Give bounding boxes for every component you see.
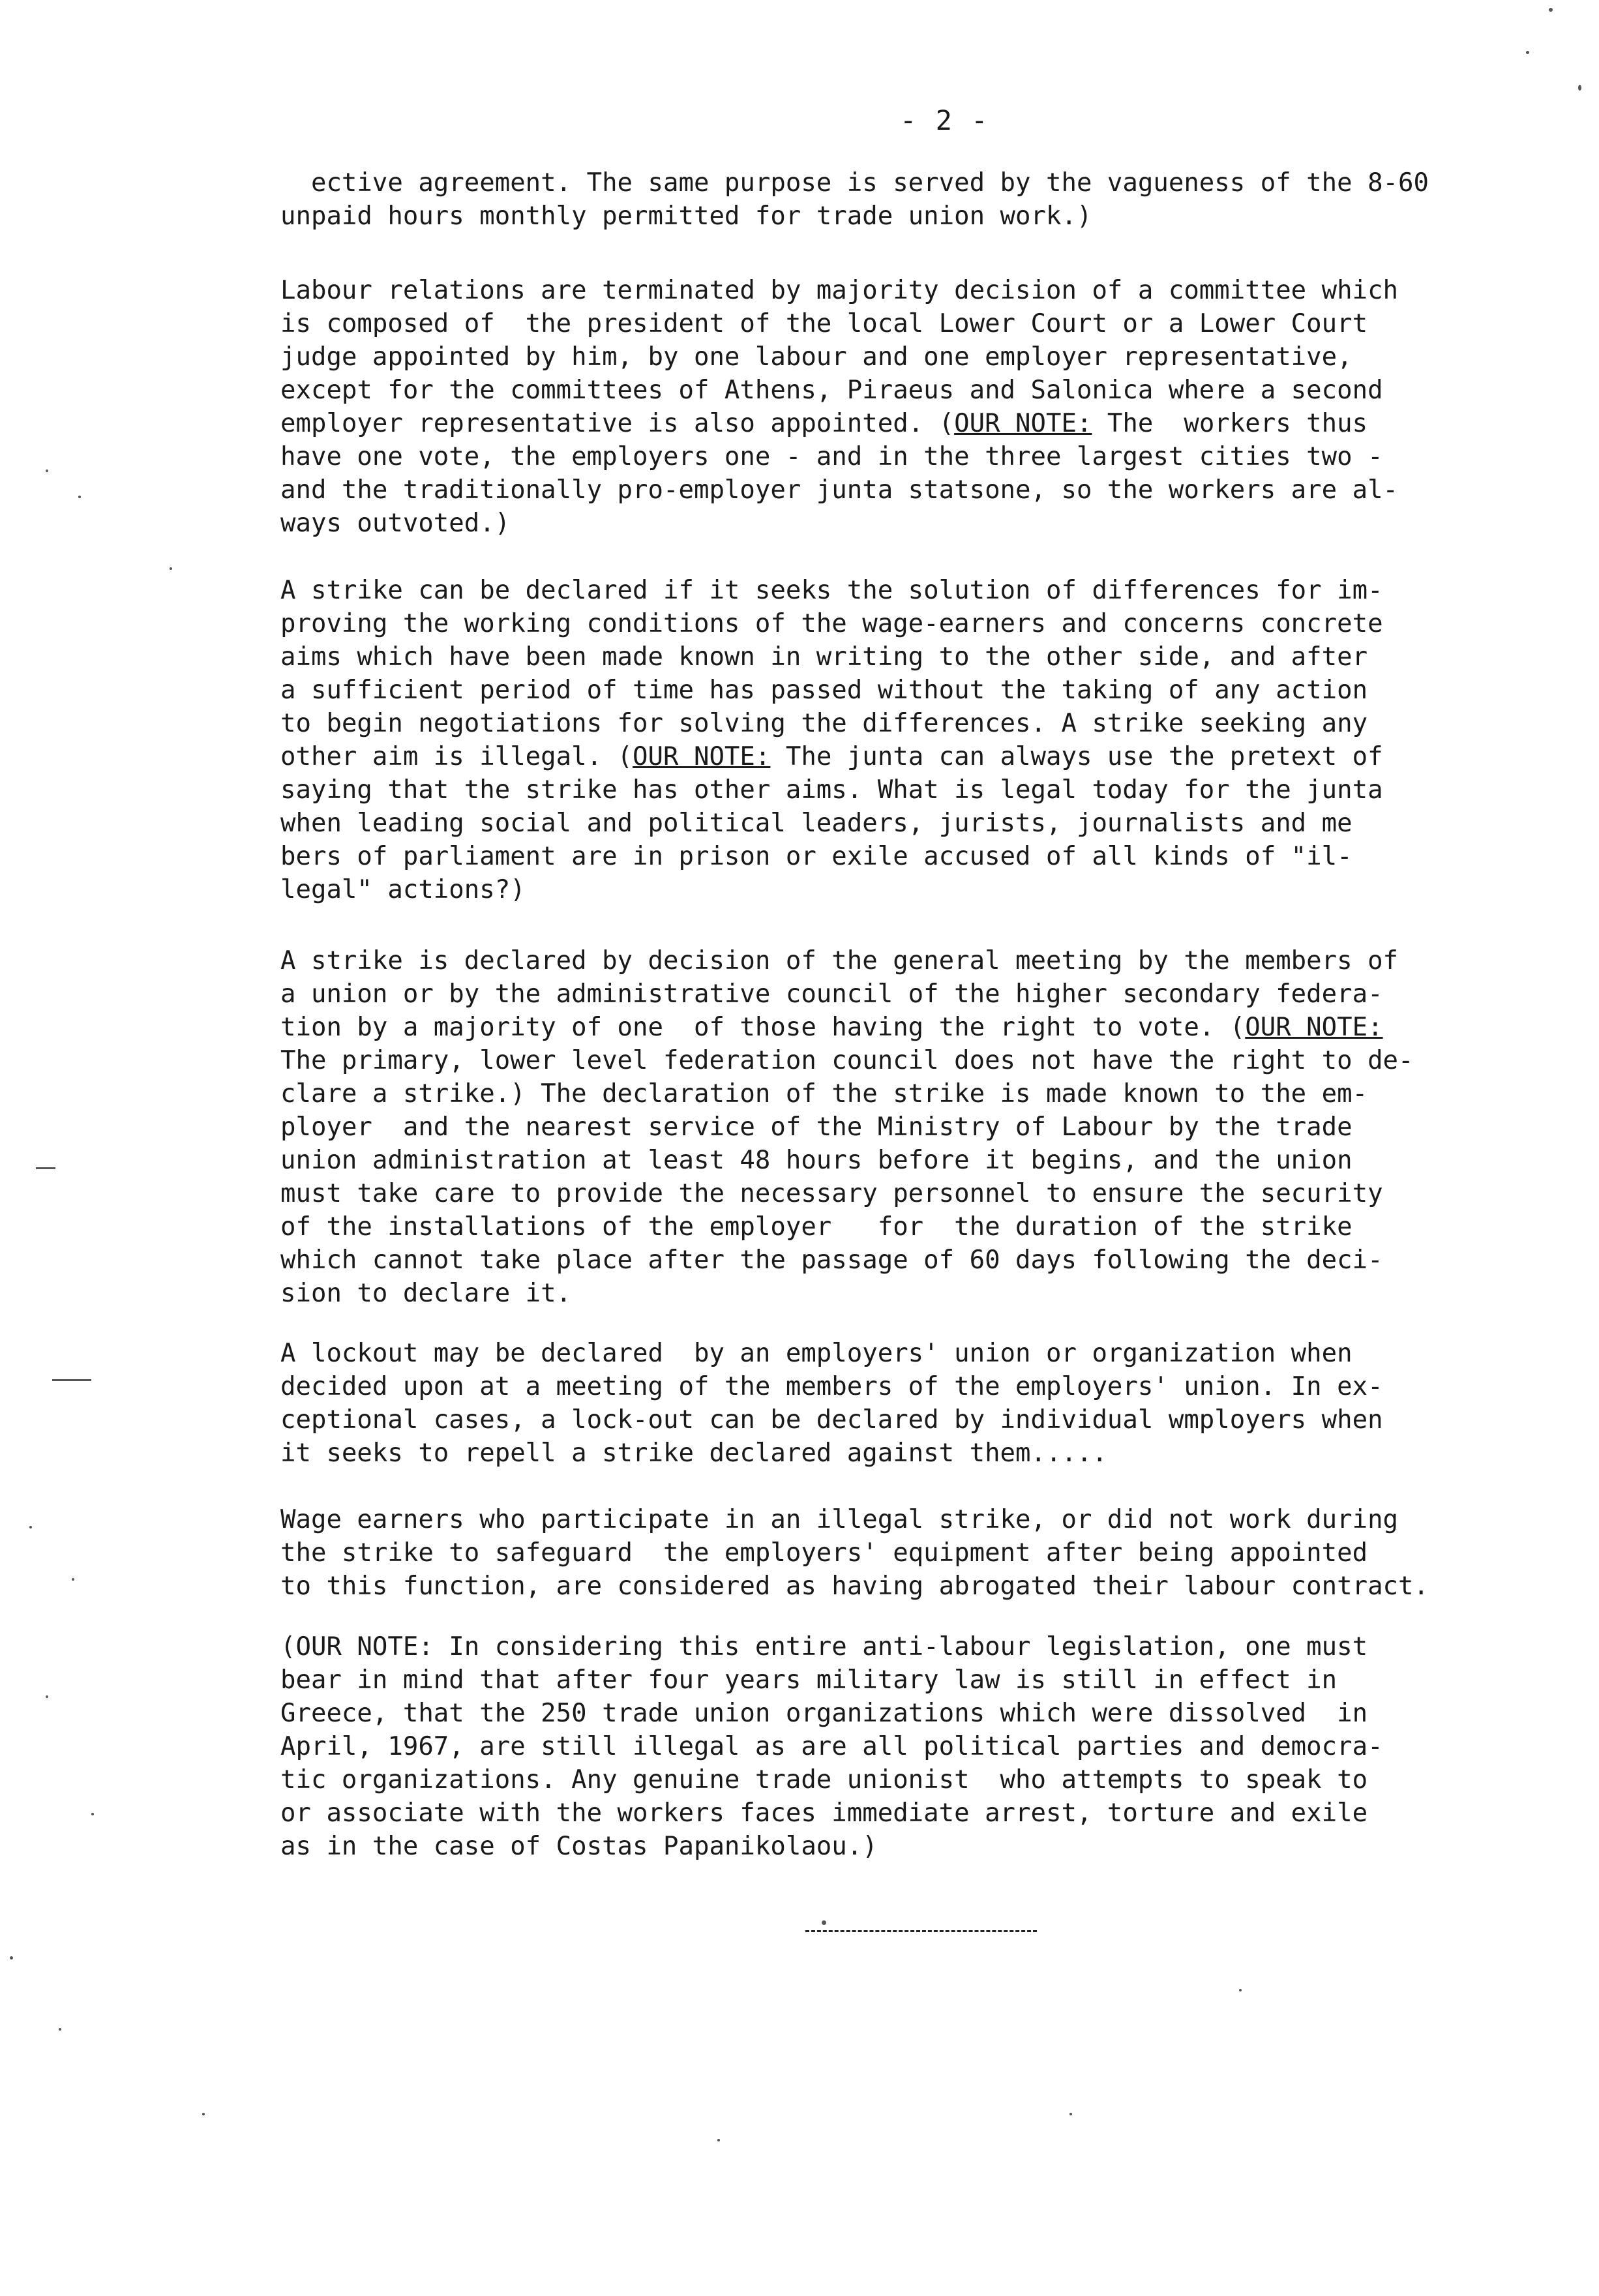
text-line: (OUR NOTE: In considering this entire anti-labour legislation, one must bbox=[280, 1632, 1368, 1662]
text-line: to this function, are considered as having abrogated their labour contract. bbox=[280, 1572, 1429, 1601]
paragraph bbox=[280, 1503, 1591, 1603]
text-line: a union or by the administrative council of the higher secondary federa- bbox=[280, 979, 1383, 1009]
text-line: except for the committees of Athens, Piraeus and Salonica where a second bbox=[280, 376, 1383, 405]
text-line: proving the working conditions of the wage-earners and concerns concrete bbox=[280, 609, 1383, 638]
text-line: a sufficient period of time has passed without the taking of any action bbox=[280, 676, 1368, 705]
text-line: clare a strike.) The declaration of the strike is made known to the em- bbox=[280, 1079, 1368, 1109]
text-line: ways outvoted.) bbox=[280, 509, 511, 538]
text-line: employer representative is also appointed. (OUR NOTE: The workers thus bbox=[280, 409, 1368, 438]
text-line: unpaid hours monthly permitted for trade union work.) bbox=[280, 201, 1092, 231]
text-line: which cannot take place after the passage of 60 days following the deci- bbox=[280, 1245, 1383, 1275]
text-line: is composed of the president of the local Lower Court or a Lower Court bbox=[280, 309, 1368, 338]
paragraph bbox=[280, 274, 1591, 540]
text-line: bear in mind that after four years military law is still in effect in bbox=[280, 1665, 1337, 1695]
text-line: Wage earners who participate in an illegal strike, or did not work during bbox=[280, 1505, 1399, 1534]
text-line: ployer and the nearest service of the Ministry of Labour by the trade bbox=[280, 1112, 1352, 1142]
end-separator bbox=[805, 1930, 1037, 1932]
text-line: of the installations of the employer for the duration of the strike bbox=[280, 1212, 1352, 1242]
text-line: Greece, that the 250 trade union organizations which were dissolved in bbox=[280, 1699, 1368, 1728]
text-line: judge appointed by him, by one labour and one employer representative, bbox=[280, 342, 1352, 372]
text-line: A lockout may be declared by an employers' union or organization when bbox=[280, 1339, 1352, 1368]
text-line: The primary, lower level federation council does not have the right to de- bbox=[280, 1046, 1414, 1075]
text-line: decided upon at a meeting of the members of the employers' union. In ex- bbox=[280, 1372, 1383, 1401]
paragraph bbox=[280, 166, 1591, 233]
text-line: as in the case of Costas Papanikolaou.) bbox=[280, 1832, 878, 1861]
text-line: or associate with the workers faces immediate arrest, torture and exile bbox=[280, 1798, 1368, 1828]
text-line: tion by a majority of one of those having the right to vote. (OUR NOTE: bbox=[280, 1013, 1383, 1042]
text-line: legal" actions?) bbox=[280, 875, 526, 904]
text-line: bers of parliament are in prison or exile accused of all kinds of "il- bbox=[280, 842, 1352, 871]
text-line: when leading social and political leaders, jurists, journalists and me bbox=[280, 809, 1352, 838]
paragraph bbox=[280, 944, 1591, 1310]
text-line: Labour relations are terminated by majority decision of a committee which bbox=[280, 276, 1399, 305]
text-line: and the traditionally pro-employer junta statsone, so the workers are al- bbox=[280, 475, 1399, 505]
page-number: - 2 - bbox=[900, 104, 989, 136]
text-line: must take care to provide the necessary personnel to ensure the security bbox=[280, 1179, 1383, 1208]
text-line: ceptional cases, a lock-out can be declared by individual wmployers when bbox=[280, 1405, 1383, 1435]
text-line: tic organizations. Any genuine trade unionist who attempts to speak to bbox=[280, 1765, 1368, 1795]
text-line: union administration at least 48 hours before it begins, and the union bbox=[280, 1146, 1352, 1175]
text-line: sion to declare it. bbox=[280, 1279, 572, 1308]
paragraph bbox=[280, 574, 1591, 906]
paragraph bbox=[280, 1337, 1591, 1470]
text-line: to begin negotiations for solving the differences. A strike seeking any bbox=[280, 709, 1368, 738]
text-line: April, 1967, are still illegal as are all political parties and democra- bbox=[280, 1732, 1383, 1761]
text-line: the strike to safeguard the employers' equipment after being appointed bbox=[280, 1538, 1368, 1568]
text-line: it seeks to repell a strike declared against them..... bbox=[280, 1439, 1107, 1468]
text-line: A strike is declared by decision of the general meeting by the members of bbox=[280, 946, 1399, 976]
text-line: ective agreement. The same purpose is served by the vagueness of the 8-60 bbox=[280, 168, 1429, 198]
text-line: have one vote, the employers one - and in the three largest cities two - bbox=[280, 442, 1383, 471]
text-line: aims which have been made known in writing to the other side, and after bbox=[280, 642, 1368, 672]
text-line: saying that the strike has other aims. What is legal today for the junta bbox=[280, 775, 1383, 805]
text-line: A strike can be declared if it seeks the solution of differences for im- bbox=[280, 576, 1383, 605]
paragraph bbox=[280, 1630, 1591, 1863]
text-line: other aim is illegal. (OUR NOTE: The junta can always use the pretext of bbox=[280, 742, 1383, 771]
